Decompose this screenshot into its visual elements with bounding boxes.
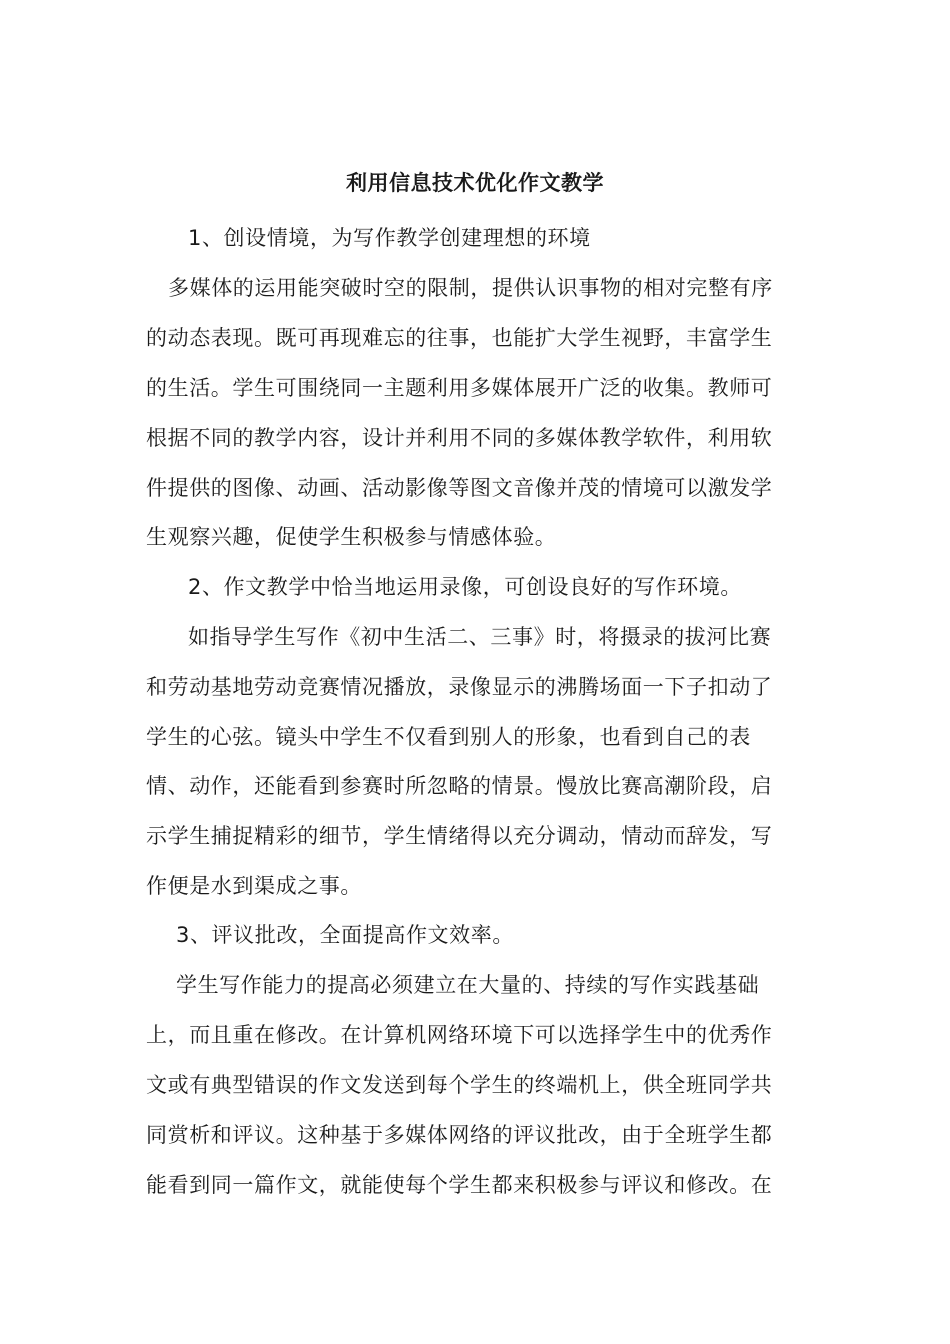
document-title: 利用信息技术优化作文教学 — [346, 171, 604, 195]
paragraph-line: 生观察兴趣，促使学生积极参与情感体验。 — [146, 525, 557, 549]
paragraph-line: 和劳动基地劳动竞赛情况播放，录像显示的沸腾场面一下子扣动了 — [146, 675, 773, 699]
section-heading-2: 2、作文教学中恰当地运用录像，可创设良好的写作环境。 — [188, 575, 742, 599]
paragraph-line: 件提供的图像、动画、活动影像等图文音像并茂的情境可以激发学 — [146, 476, 773, 500]
paragraph-line: 示学生捕捉精彩的细节，学生情绪得以充分调动，情动而辞发，写 — [146, 824, 773, 848]
paragraph-line: 情、动作，还能看到参赛时所忽略的情景。慢放比赛高潮阶段，启 — [146, 774, 773, 798]
section-heading-3: 3、评议批改，全面提高作文效率。 — [176, 923, 514, 947]
paragraph-line: 同赏析和评议。这种基于多媒体网络的评议批改，由于全班学生都 — [146, 1123, 773, 1147]
section-heading-1: 1、创设情境，为写作教学创建理想的环境 — [188, 226, 591, 250]
paragraph-line: 根据不同的教学内容，设计并利用不同的多媒体教学软件，利用软 — [146, 426, 773, 450]
paragraph-line: 学生的心弦。镜头中学生不仅看到别人的形象，也看到自己的表 — [146, 725, 751, 749]
paragraph-line: 上，而且重在修改。在计算机网络环境下可以选择学生中的优秀作 — [146, 1023, 773, 1047]
paragraph-line: 多媒体的运用能突破时空的限制，提供认识事物的相对完整有序 — [168, 276, 773, 300]
paragraph-line: 文或有典型错误的作文发送到每个学生的终端机上，供全班同学共 — [146, 1073, 773, 1097]
paragraph-line: 的动态表现。既可再现难忘的往事，也能扩大学生视野，丰富学生 — [146, 326, 773, 350]
paragraph-line: 如指导学生写作《初中生活二、三事》时，将摄录的拔河比赛 — [188, 625, 772, 649]
paragraph-line: 学生写作能力的提高必须建立在大量的、持续的写作实践基础 — [176, 973, 760, 997]
paragraph-line: 的生活。学生可围绕同一主题利用多媒体展开广泛的收集。教师可 — [146, 376, 773, 400]
paragraph-line: 作便是水到渠成之事。 — [146, 874, 362, 898]
paragraph-line: 能看到同一篇作文，就能使每个学生都来积极参与评议和修改。在 — [146, 1173, 773, 1197]
